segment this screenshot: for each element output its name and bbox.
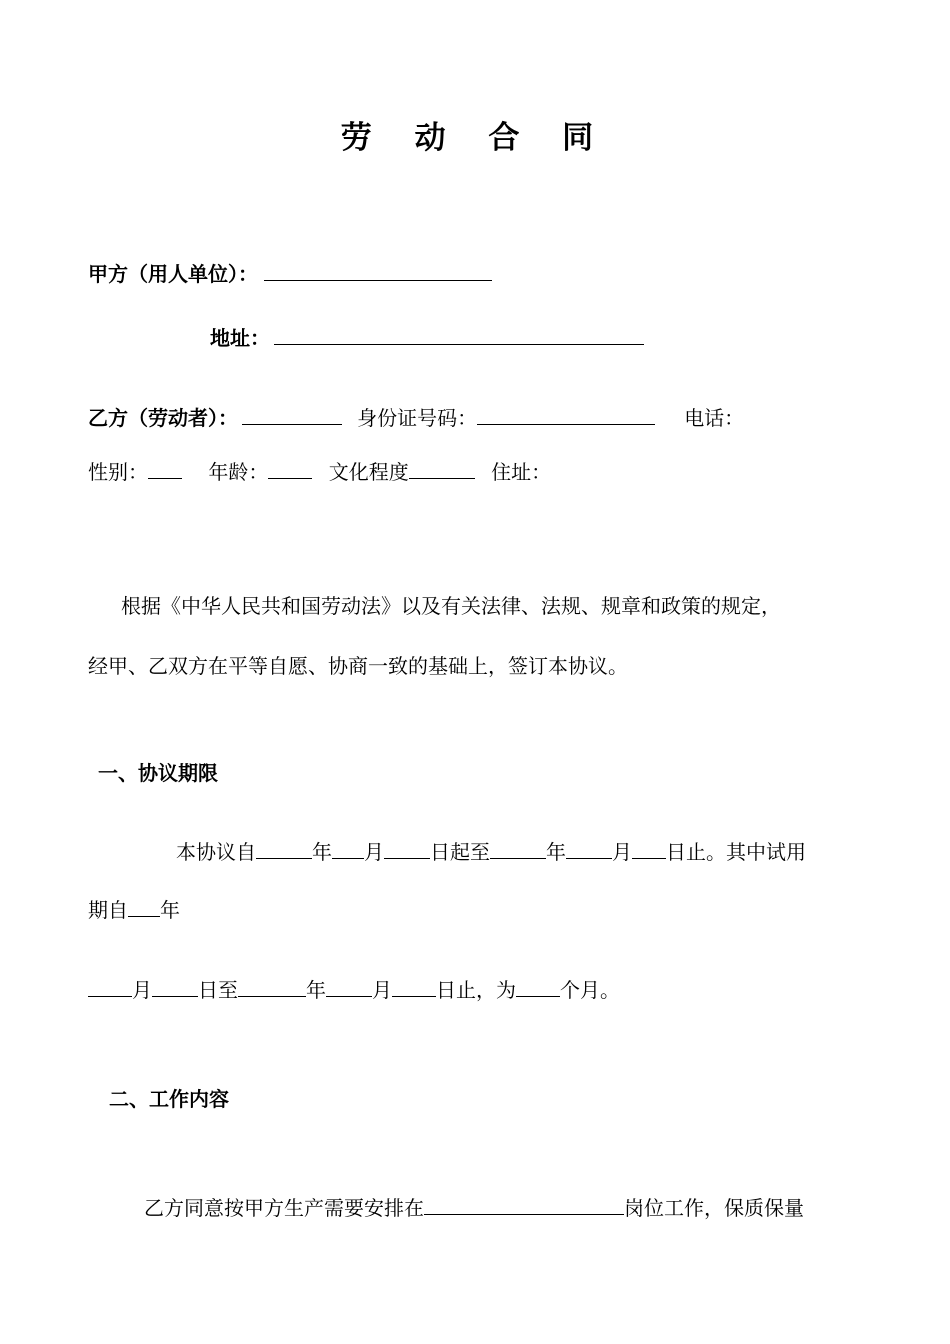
start-year-blank[interactable] [256,836,312,859]
party-b-name-blank[interactable] [242,402,342,425]
term-start-text: 本协议自 [176,840,256,864]
party-b-line [88,402,744,431]
id-number-blank[interactable] [477,402,655,425]
probation-end-year-blank[interactable] [238,974,306,997]
month-text-2: 月 [612,840,632,864]
position-blank[interactable] [424,1192,624,1215]
probation-year-blank[interactable] [128,894,160,917]
intro-line-1: 根据《中华人民共和国劳动法》以及有关法律、法规、规章和政策的规定， [121,594,781,618]
section-1-heading: 一、协议期限 [98,761,218,785]
work-content-end: 岗位工作，保质保量 [624,1196,804,1220]
month-text-4: 月 [372,978,392,1002]
start-month-blank[interactable] [332,836,364,859]
phone-label: 电话： [684,406,745,430]
party-a-address-label: 地址： [210,326,270,350]
start-day-blank[interactable] [384,836,430,859]
year-text-2: 年 [546,840,566,864]
probation-month-blank[interactable] [88,974,132,997]
end-year-blank[interactable] [490,836,546,859]
age-label: 年龄： [208,460,269,484]
day-from-text: 日起至 [430,840,490,864]
education-blank[interactable] [409,456,475,479]
education-label: 文化程度 [328,460,409,484]
probation-day-blank[interactable] [152,974,198,997]
probation-end-day-blank[interactable] [392,974,436,997]
end-month-blank[interactable] [566,836,612,859]
term-line-2 [88,894,180,923]
term-line-1 [176,836,806,865]
term-line-3 [88,974,620,1003]
intro-line-2: 经甲、乙双方在平等自愿、协商一致的基础上，签订本协议。 [88,654,628,678]
section-2-heading: 二、工作内容 [109,1087,229,1111]
party-a-line [88,258,492,287]
year-text-3: 年 [160,898,180,922]
day-to-text: 日至 [198,978,238,1002]
year-text: 年 [312,840,332,864]
gender-blank[interactable] [148,456,182,479]
id-number-label: 身份证号码： [357,406,478,430]
probation-start-text: 期自 [88,898,128,922]
probation-end-month-blank[interactable] [326,974,372,997]
party-b-label: 乙方（劳动者）： [88,406,238,430]
months-text: 个月。 [560,978,620,1002]
end-note-text: 日止。其中试用 [666,840,806,864]
party-b-details-line [88,456,551,485]
end-day-blank[interactable] [632,836,666,859]
probation-months-blank[interactable] [516,974,560,997]
party-a-label: 甲方（用人单位）： [88,262,258,286]
party-a-address-blank[interactable] [274,322,644,345]
work-content-line [144,1192,804,1221]
month-text-3: 月 [132,978,152,1002]
party-a-address-line [210,322,644,351]
age-blank[interactable] [268,456,312,479]
end-stop-text: 日止，为 [436,978,516,1002]
month-text: 月 [364,840,384,864]
work-content-start: 乙方同意按甲方生产需要安排在 [144,1196,424,1220]
party-a-blank[interactable] [264,258,492,281]
gender-label: 性别： [88,460,148,484]
residence-label: 住址： [491,460,552,484]
year-text-4: 年 [306,978,326,1002]
document-title: 劳 动 合 同 [340,120,610,156]
